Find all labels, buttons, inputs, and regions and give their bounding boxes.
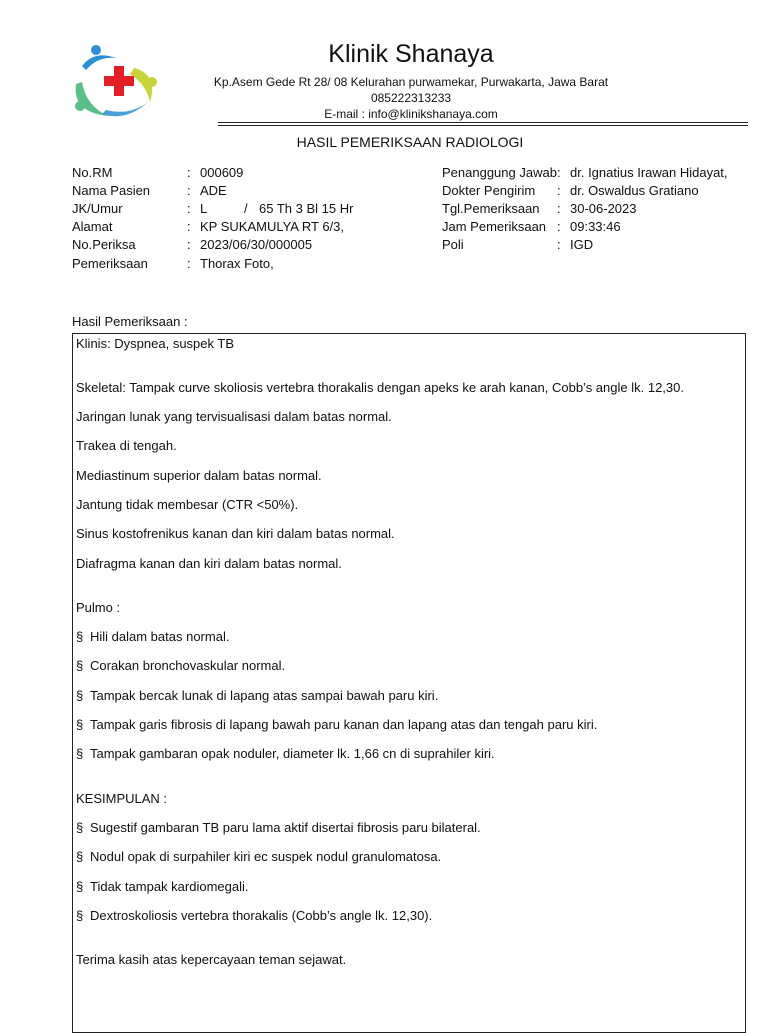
label-jam-pemeriksaan: Jam Pemeriksaan (442, 219, 547, 234)
colon: : (557, 219, 561, 234)
colon: : (557, 165, 561, 180)
result-line-mediastinum: Mediastinum superior dalam batas normal. (76, 468, 322, 483)
result-line-klinis: Klinis: Dyspnea, suspek TB (76, 336, 234, 351)
label-dokter-pengirim: Dokter Pengirim (442, 183, 536, 198)
clinic-phone: 085222313233 (370, 91, 452, 105)
bullet-icon: § (76, 688, 84, 703)
label-no-rm: No.RM (72, 165, 113, 180)
value-penanggung-jawab: dr. Ignatius Irawan Hidayat, (570, 165, 728, 180)
colon: : (557, 237, 561, 252)
label-penanggung-jawab: Penanggung Jawab (442, 165, 557, 180)
list-item-text: Dextroskoliosis vertebra thorakalis (Cobb’s angle lk. 12,30). (90, 908, 433, 923)
list-item-text: Nodul opak di surpahiler kiri ec suspek nodul granulomatosa. (90, 849, 442, 864)
header-divider-top (218, 122, 748, 123)
bullet-icon: § (76, 746, 84, 761)
result-line-closing: Terima kasih atas kepercayaan teman sejawat. (76, 952, 347, 967)
value-nama-pasien: ADE (200, 183, 227, 198)
results-heading: Hasil Pemeriksaan : (72, 314, 188, 329)
value-poli: IGD (570, 237, 594, 252)
bullet-icon: § (76, 629, 84, 644)
label-no-periksa: No.Periksa (72, 237, 136, 252)
result-line-skeletal: Skeletal: Tampak curve skoliosis vertebra thorakalis dengan apeks ke arah kanan, Cobb’s angle lk. 12,30. (76, 380, 684, 395)
label-jk-umur: JK/Umur (72, 201, 123, 216)
result-line-jaringan: Jaringan lunak yang tervisualisasi dalam batas normal. (76, 409, 392, 424)
list-item-text: Tidak tampak kardiomegali. (90, 879, 249, 894)
colon: : (187, 237, 191, 252)
list-item (76, 717, 597, 732)
list-item (76, 879, 248, 894)
value-tgl-pemeriksaan: 30-06-2023 (570, 201, 637, 216)
list-item (76, 658, 285, 673)
list-item (76, 849, 441, 864)
colon: : (187, 219, 191, 234)
list-item-text: Hili dalam batas normal. (90, 629, 230, 644)
value-no-periksa: 2023/06/30/000005 (200, 237, 313, 252)
result-line-trakea: Trakea di tengah. (76, 438, 177, 453)
colon: : (557, 183, 561, 198)
colon: : (187, 256, 191, 271)
bullet-icon: § (76, 658, 84, 673)
result-line-sinus: Sinus kostofrenikus kanan dan kiri dalam batas normal. (76, 526, 395, 541)
list-item (76, 908, 432, 923)
colon: : (187, 183, 191, 198)
list-item (76, 746, 495, 761)
bullet-icon: § (76, 879, 84, 894)
label-nama-pasien: Nama Pasien (72, 183, 151, 198)
result-line-kesimpulan-heading: KESIMPULAN : (76, 791, 168, 806)
bullet-icon: § (76, 849, 84, 864)
result-line-diafragma: Diafragma kanan dan kiri dalam batas normal. (76, 556, 342, 571)
value-umur: 65 Th 3 Bl 15 Hr (259, 201, 354, 216)
result-line-pulmo-heading: Pulmo : (76, 600, 121, 615)
result-line-jantung: Jantung tidak membesar (CTR <50%). (76, 497, 299, 512)
label-tgl-pemeriksaan: Tgl.Pemeriksaan (442, 201, 540, 216)
clinic-email: E-mail : info@klinikshanaya.com (324, 107, 498, 121)
bullet-icon: § (76, 717, 84, 732)
value-dokter-pengirim: dr. Oswaldus Gratiano (570, 183, 699, 198)
bullet-icon: § (76, 820, 84, 835)
bullet-icon: § (76, 908, 84, 923)
colon: : (187, 165, 191, 180)
list-item (76, 688, 438, 703)
list-item (76, 820, 481, 835)
list-item-text: Tampak gambaran opak noduler, diameter lk. 1,66 cn di suprahiler kiri. (90, 746, 495, 761)
colon: : (187, 201, 191, 216)
value-pemeriksaan: Thorax Foto, (200, 256, 274, 271)
value-jk-separator: / (244, 201, 248, 216)
clinic-name: Klinik Shanaya (328, 40, 494, 68)
label-alamat: Alamat (72, 219, 113, 234)
list-item (76, 629, 229, 644)
list-item-text: Tampak bercak lunak di lapang atas sampai bawah paru kiri. (90, 688, 439, 703)
value-alamat: KP SUKAMULYA RT 6/3, (200, 219, 345, 234)
list-item-text: Sugestif gambaran TB paru lama aktif disertai fibrosis paru bilateral. (90, 820, 481, 835)
clinic-address: Kp.Asem Gede Rt 28/ 08 Kelurahan purwamekar, Purwakarta, Jawa Barat (213, 75, 609, 89)
value-jam-pemeriksaan: 09:33:46 (570, 219, 621, 234)
label-pemeriksaan: Pemeriksaan (72, 256, 148, 271)
header-divider-bottom (218, 125, 748, 126)
list-item-text: Corakan bronchovaskular normal. (90, 658, 286, 673)
label-poli: Poli (442, 237, 464, 252)
document-title: HASIL PEMERIKSAAN RADIOLOGI (296, 134, 524, 150)
colon: : (557, 201, 561, 216)
value-no-rm: 000609 (200, 165, 244, 180)
list-item-text: Tampak garis fibrosis di lapang bawah paru kanan dan lapang atas dan tengah paru kiri. (90, 717, 598, 732)
value-jk: L (200, 201, 208, 216)
